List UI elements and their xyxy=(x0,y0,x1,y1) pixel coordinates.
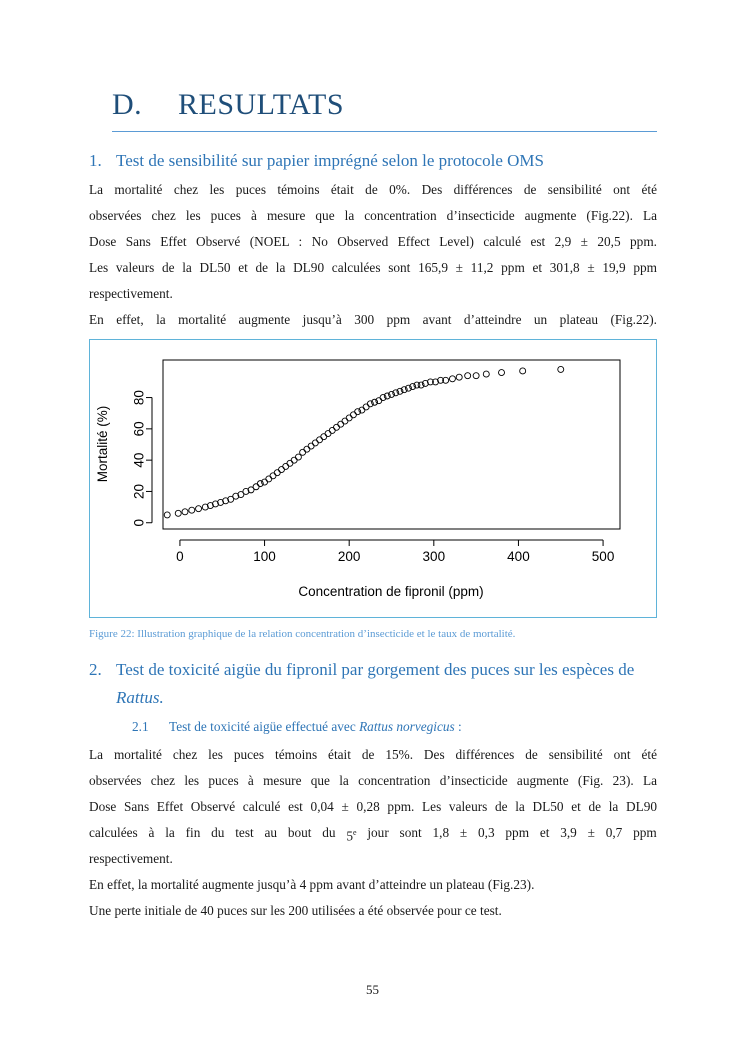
data-point xyxy=(164,512,170,518)
subsection-2-1-title: Test de toxicité aigüe effectué avec xyxy=(169,719,360,734)
section-title: RESULTATS xyxy=(178,88,345,121)
word: 1,8 xyxy=(432,825,450,840)
y-tick-label: 60 xyxy=(131,421,147,437)
paragraph-line: Dose Sans Effet Observé calculé est 0,04 ± 0,28 ppm. Les valeurs de la DL50 et de la DL90 xyxy=(89,799,657,814)
subsection-2-1-number: 2.1 xyxy=(132,719,149,734)
data-point xyxy=(266,476,272,482)
y-tick-label: 80 xyxy=(131,390,147,406)
paragraph-line: La mortalité chez les puces témoins était de 0%. Des différences de sensibilité ont été xyxy=(89,182,657,197)
word: à xyxy=(148,825,155,840)
x-tick-label: 0 xyxy=(176,549,184,564)
subsection-2-number: 2. xyxy=(89,660,102,679)
paragraph-line: En effet, la mortalité augmente jusqu’à 4 ppm avant d’atteindre un plateau (Fig.23). xyxy=(89,877,535,892)
word: jour xyxy=(367,825,389,840)
data-point xyxy=(287,460,293,466)
paragraph-line: respectivement. xyxy=(89,286,173,301)
word: 0,7 xyxy=(605,825,623,840)
data-point xyxy=(312,440,318,446)
data-point xyxy=(189,507,195,513)
data-point xyxy=(338,421,344,427)
data-point xyxy=(253,484,259,490)
paragraph-line: Les valeurs de la DL50 et de la DL90 calculées sont 165,9 ± 11,2 ppm et 301,8 ± 19,9 ppm xyxy=(89,260,657,275)
data-point xyxy=(182,509,188,515)
y-tick-label: 0 xyxy=(131,518,147,527)
data-point xyxy=(304,446,310,452)
data-point xyxy=(520,368,526,374)
x-tick-label: 100 xyxy=(253,549,276,564)
x-axis xyxy=(176,540,614,564)
heading-underline xyxy=(112,131,657,132)
word: et xyxy=(539,825,550,840)
data-point xyxy=(465,373,471,379)
subsection-2-1-heading xyxy=(132,719,462,735)
paragraph-line: La mortalité chez les puces témoins était de 15%. Des différences de sensibilité ont été xyxy=(89,747,657,762)
word: sont xyxy=(399,825,422,840)
x-tick-label: 500 xyxy=(591,549,615,564)
data-point xyxy=(270,473,276,479)
word: la xyxy=(165,825,175,840)
section-number: D. xyxy=(112,88,143,121)
word: ± xyxy=(587,825,595,840)
data-point xyxy=(274,470,280,476)
data-point xyxy=(363,404,369,410)
paragraph-line: respectivement. xyxy=(89,851,173,866)
data-point xyxy=(317,437,323,443)
data-point xyxy=(196,506,202,512)
paragraph-line: observées chez les puces à mesure que la concentration d’insecticide augmente (Fig. 23). La xyxy=(89,773,657,788)
data-point xyxy=(456,374,462,380)
data-point xyxy=(329,427,335,433)
paragraph-line: Une perte initiale de 40 puces sur les 200 utilisées a été observée pour ce test. xyxy=(89,903,502,918)
subsection-2-title: Test de toxicité aigüe du fipronil par gorgement des puces sur les espèces de xyxy=(116,660,635,679)
word: du xyxy=(211,825,225,840)
data-point xyxy=(346,415,352,421)
word: 5e xyxy=(346,828,357,844)
word: ± xyxy=(459,825,468,840)
subsection-2-heading xyxy=(89,660,657,708)
subsection-1-heading xyxy=(89,151,544,171)
data-point xyxy=(473,373,479,379)
data-point xyxy=(283,463,289,469)
figure-22-caption: Figure 22: Illustration graphique de la relation concentration d’insecticide et le taux de mortalité. xyxy=(89,628,516,640)
subsection-2-paragraph xyxy=(89,742,657,924)
data-point xyxy=(175,510,181,516)
y-tick-label: 20 xyxy=(131,483,147,499)
figure-22-frame xyxy=(89,339,657,618)
data-point xyxy=(449,376,455,382)
data-point xyxy=(558,366,564,372)
data-points xyxy=(164,366,564,518)
y-axis-label: Mortalité (%) xyxy=(95,405,110,483)
paragraph-line xyxy=(89,820,657,846)
data-point xyxy=(321,434,327,440)
word: calculées xyxy=(89,825,138,840)
line-words xyxy=(89,820,657,846)
subsection-2-title-continued: Rattus. xyxy=(116,688,164,707)
x-axis-label: Concentration de fipronil (ppm) xyxy=(298,584,484,599)
mortality-scatter-chart xyxy=(90,340,656,617)
y-tick-label: 40 xyxy=(131,452,147,468)
data-point xyxy=(291,457,297,463)
word: au xyxy=(264,825,278,840)
word: ppm xyxy=(505,825,530,840)
page-number: 55 xyxy=(366,982,379,997)
data-point xyxy=(350,412,356,418)
species-name: Rattus norvegicus xyxy=(359,719,455,734)
word: fin xyxy=(185,825,201,840)
section-heading xyxy=(112,88,657,122)
paragraph-line: En effet, la mortalité augmente jusqu’à 300 ppm avant d’atteindre un plateau (Fig.22). xyxy=(89,312,657,327)
paragraph-line: observées chez les puces à mesure que la concentration d’insecticide augmente (Fig.22). La xyxy=(89,208,657,223)
y-axis xyxy=(132,390,152,526)
subsection-1-paragraph xyxy=(89,177,657,333)
data-point xyxy=(483,371,489,377)
subsection-1-number: 1. xyxy=(89,151,102,170)
x-tick-label: 300 xyxy=(422,549,446,564)
ordinal-superscript: e xyxy=(352,828,357,837)
data-point xyxy=(333,424,339,430)
word: du xyxy=(322,825,336,840)
paragraph-line: Dose Sans Effet Observé (NOEL : No Observed Effect Level) calculé est 2,9 ± 20,5 ppm. xyxy=(89,234,657,249)
subsection-2-1-suffix: : xyxy=(454,719,462,734)
x-tick-label: 400 xyxy=(507,549,530,564)
word: bout xyxy=(287,825,312,840)
data-point xyxy=(342,418,348,424)
word: 0,3 xyxy=(477,825,495,840)
data-point xyxy=(325,431,331,437)
word: test xyxy=(235,825,254,840)
data-point xyxy=(278,467,284,473)
word: ppm xyxy=(633,825,657,840)
x-tick-label: 200 xyxy=(337,549,361,564)
plot-frame xyxy=(163,360,620,529)
word: 3,9 xyxy=(560,825,577,840)
data-point xyxy=(499,370,505,376)
data-point xyxy=(300,449,306,455)
data-point xyxy=(308,443,314,449)
subsection-1-title: Test de sensibilité sur papier imprégné selon le protocole OMS xyxy=(116,151,544,170)
